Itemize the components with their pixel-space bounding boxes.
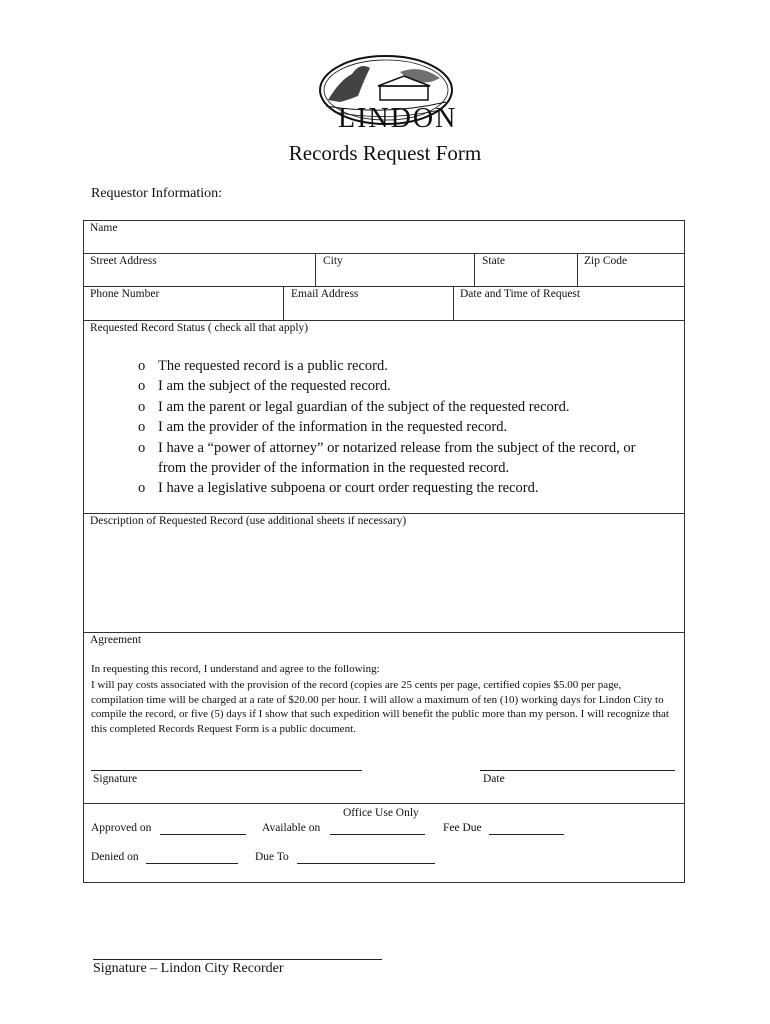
- signature-line[interactable]: [91, 770, 362, 771]
- phone-number-field[interactable]: Phone Number: [90, 288, 160, 300]
- logo-wordmark: LINDON: [338, 103, 458, 134]
- state-field[interactable]: State: [482, 255, 505, 267]
- status-option[interactable]: [138, 417, 658, 437]
- status-option[interactable]: [138, 438, 658, 478]
- approved-on-field[interactable]: [160, 834, 246, 835]
- status-option[interactable]: [138, 376, 658, 396]
- description-field[interactable]: Description of Requested Record (use additional sheets if necessary): [90, 515, 407, 527]
- divider: [83, 286, 685, 287]
- divider: [83, 803, 685, 804]
- divider: [83, 513, 685, 514]
- fee-due-field[interactable]: [489, 834, 564, 835]
- option-label: I have a legislative subpoena or court order requesting the record.: [158, 480, 539, 496]
- available-on-label: Available on: [262, 822, 321, 834]
- email-address-field[interactable]: Email Address: [291, 288, 359, 300]
- agreement-intro: In requesting this record, I understand and agree to the following:: [91, 663, 380, 675]
- radio-circle-icon[interactable]: o: [138, 378, 146, 394]
- denied-on-field[interactable]: [146, 863, 238, 864]
- due-to-field[interactable]: [297, 863, 435, 864]
- divider: [453, 286, 454, 320]
- divider: [283, 286, 284, 320]
- status-option[interactable]: [138, 356, 658, 376]
- divider: [83, 632, 685, 633]
- radio-circle-icon[interactable]: o: [138, 358, 146, 374]
- requestor-heading: Requestor Information:: [91, 186, 223, 201]
- divider: [83, 320, 685, 321]
- agreement-heading: Agreement: [90, 634, 142, 646]
- signature-label: Signature: [93, 773, 138, 785]
- recorder-signature-line[interactable]: [93, 959, 382, 960]
- date-label: Date: [483, 773, 505, 785]
- status-option[interactable]: [138, 478, 658, 498]
- radio-circle-icon[interactable]: o: [138, 399, 146, 415]
- name-field[interactable]: Name: [90, 222, 118, 234]
- available-on-field[interactable]: [330, 834, 425, 835]
- radio-circle-icon[interactable]: o: [138, 440, 146, 456]
- date-time-field[interactable]: Date and Time of Request: [460, 288, 581, 300]
- due-to-label: Due To: [255, 851, 289, 863]
- divider: [474, 253, 475, 286]
- fee-due-label: Fee Due: [443, 822, 482, 834]
- recorder-signature-label: Signature – Lindon City Recorder: [93, 961, 284, 976]
- option-label: I am the parent or legal guardian of the subject of the requested record.: [158, 399, 570, 415]
- office-use-heading: Office Use Only: [343, 807, 419, 819]
- option-label: I am the provider of the information in the requested record.: [158, 419, 508, 435]
- agreement-body: I will pay costs associated with the provision of the record (copies are 25 cents per page, certified copies $5.00 per page, compilation time will be charged at a rate of $20.00 per hour. I will allow a maximum of ten (10) working days for Lindon City to compile the record, or five (5) days if I show that such expedition will benefit the public more than my person. I will recognize that this completed Records Request Form is a public document.: [91, 679, 669, 735]
- date-line[interactable]: [480, 770, 675, 771]
- city-field[interactable]: City: [323, 255, 343, 267]
- divider: [577, 253, 578, 286]
- approved-on-label: Approved on: [91, 822, 152, 834]
- option-label: The requested record is a public record.: [158, 358, 388, 374]
- option-label: I am the subject of the requested record.: [158, 378, 391, 394]
- divider: [83, 253, 685, 254]
- status-option[interactable]: [138, 397, 658, 417]
- radio-circle-icon[interactable]: o: [138, 480, 146, 496]
- divider: [315, 253, 316, 286]
- denied-on-label: Denied on: [91, 851, 139, 863]
- street-address-field[interactable]: Street Address: [90, 255, 157, 267]
- option-label: I have a “power of attorney” or notarized release from the subject of the record, or from the provider of the information in the requested record.: [158, 440, 636, 476]
- record-status-heading: Requested Record Status ( check all that apply): [90, 322, 309, 334]
- page-title: Records Request Form: [288, 141, 482, 165]
- zip-code-field[interactable]: Zip Code: [584, 255, 628, 267]
- radio-circle-icon[interactable]: o: [138, 419, 146, 435]
